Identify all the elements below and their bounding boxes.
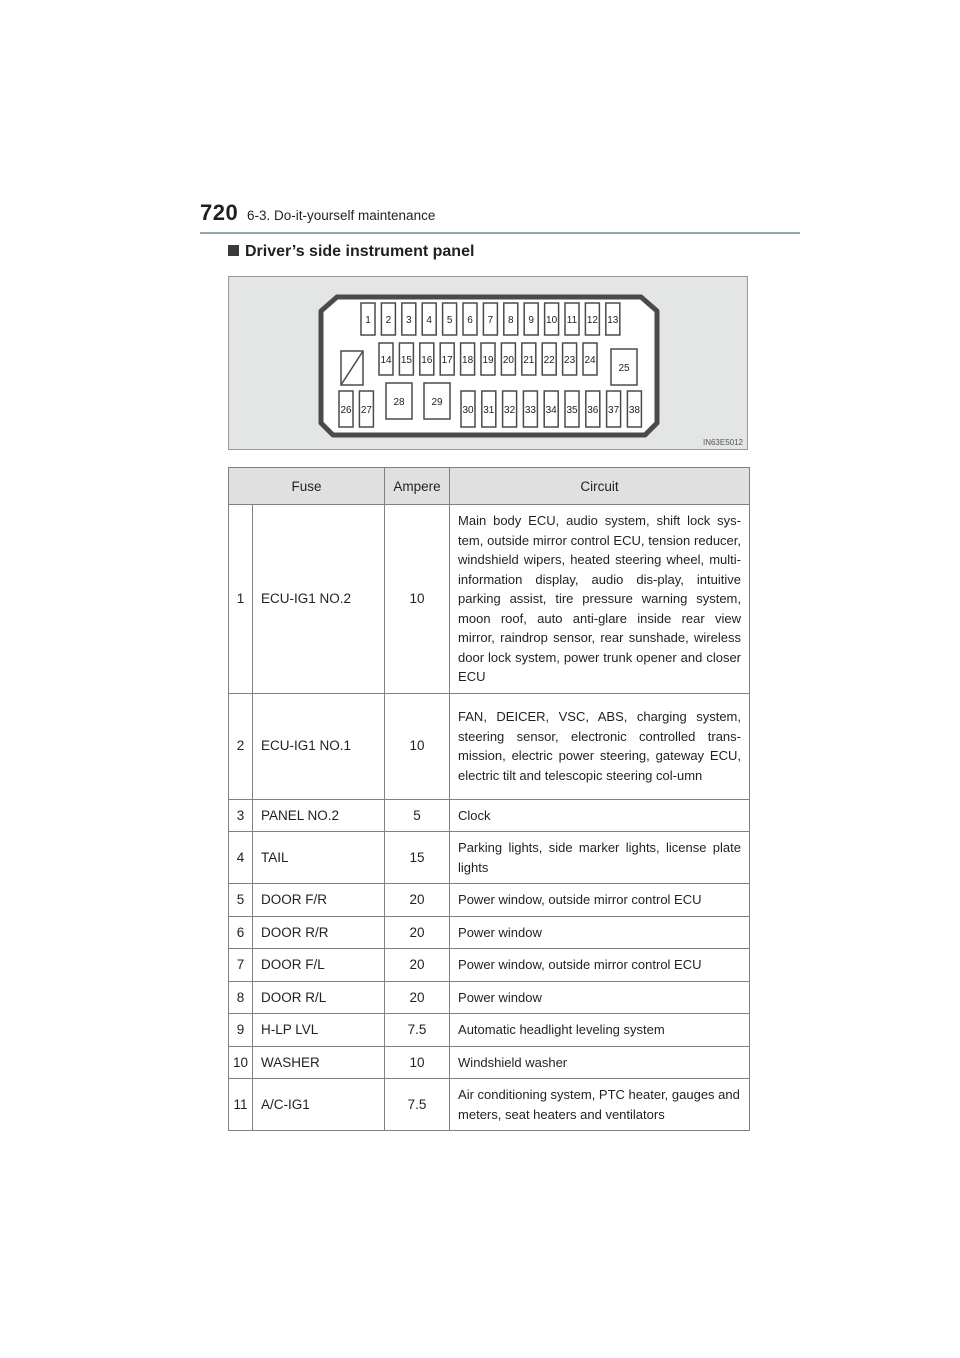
- fuse-box-diagram: [228, 276, 748, 450]
- fuse-label: 15: [400, 355, 412, 366]
- fuse-name: ECU-IG1 NO.1: [253, 693, 385, 799]
- table-row: [229, 1014, 750, 1047]
- fuse-label: 1: [365, 315, 371, 326]
- fuse-slot: [501, 343, 515, 375]
- fuse-slot: [386, 383, 412, 419]
- fuse-slot: [422, 303, 436, 335]
- fuse-label: 30: [462, 405, 474, 416]
- fuse-label: 31: [483, 405, 495, 416]
- fuse-label: 20: [502, 355, 514, 366]
- fuse-number: 1: [229, 505, 253, 694]
- fuse-label: 6: [467, 315, 473, 326]
- fuse-label: 27: [360, 405, 372, 416]
- fuse-circuit: Power window, outside mirror control ECU: [450, 949, 750, 982]
- fuse-slot: [542, 343, 556, 375]
- fuse-label: 34: [545, 405, 557, 416]
- fuse-ampere: 10: [385, 505, 450, 694]
- fuse-label: 33: [524, 405, 536, 416]
- fuse-slot: [481, 343, 495, 375]
- fuse-label: 22: [543, 355, 555, 366]
- table-row: [229, 1046, 750, 1079]
- fuse-ampere: 20: [385, 916, 450, 949]
- table-row: [229, 949, 750, 982]
- fuse-name: H-LP LVL: [253, 1014, 385, 1047]
- fuse-label: 36: [587, 405, 599, 416]
- fuse-name: A/C-IG1: [253, 1079, 385, 1131]
- fuse-circuit: Automatic headlight leveling system: [450, 1014, 750, 1047]
- fuse-label: 12: [586, 315, 598, 326]
- fuse-label: 5: [446, 315, 453, 326]
- header-divider: [200, 232, 800, 234]
- fuse-label: 23: [564, 355, 576, 366]
- fuse-ampere: 15: [385, 832, 450, 884]
- fuse-label: 4: [426, 315, 432, 326]
- fuse-slot: [565, 303, 579, 335]
- table-row: [229, 505, 750, 694]
- fuse-label: 17: [441, 355, 453, 366]
- fuse-slot: [443, 303, 457, 335]
- fuse-circuit: Power window: [450, 916, 750, 949]
- fuse-number: 5: [229, 884, 253, 917]
- fuse-ampere: 20: [385, 949, 450, 982]
- table-row: [229, 981, 750, 1014]
- fuse-label: 19: [482, 355, 494, 366]
- fuse-slot: [379, 343, 393, 375]
- fuse-label: 13: [607, 315, 619, 326]
- col-circuit: Circuit: [450, 468, 750, 505]
- fuse-name: DOOR F/L: [253, 949, 385, 982]
- fuse-circuit: Windshield washer: [450, 1046, 750, 1079]
- fuse-number: 6: [229, 916, 253, 949]
- fuse-name: PANEL NO.2: [253, 799, 385, 832]
- fuse-label: 11: [566, 315, 578, 326]
- fuse-label: 28: [393, 397, 405, 408]
- fuse-number: 2: [229, 693, 253, 799]
- fuse-number: 4: [229, 832, 253, 884]
- fuse-name: WASHER: [253, 1046, 385, 1079]
- fuse-slot: [585, 303, 599, 335]
- fuse-slot: [583, 343, 597, 375]
- fuse-label: 9: [528, 315, 534, 326]
- fuse-name: DOOR R/R: [253, 916, 385, 949]
- fuse-circuit: Power window: [450, 981, 750, 1014]
- fuse-number: 8: [229, 981, 253, 1014]
- fuse-slot: [339, 391, 353, 427]
- fuse-slot: [503, 391, 517, 427]
- fuse-slot: [544, 391, 558, 427]
- table-row: [229, 1079, 750, 1131]
- fuse-label: 38: [628, 405, 640, 416]
- section-title: 6-3. Do-it-yourself maintenance: [247, 208, 436, 223]
- fuse-circuit: FAN, DEICER, VSC, ABS, charging system, steering sensor, electronic controlled trans-mission, electric power steering, gateway ECU, electric tilt and telescopic steering col-umn: [450, 693, 750, 799]
- fuse-label: 7: [487, 315, 494, 326]
- col-fuse: Fuse: [229, 468, 385, 505]
- fuse-circuit: Main body ECU, audio system, shift lock sys-tem, outside mirror control ECU, tension reducer, windshield wipers, heated steering wheel, multi-information display, audio dis-play, intuitive parking assist, tire pressure warning system, moon roof, auto anti-glare inside rear view mirror, raindrop sensor, rear sunshade, wireless door lock system, power trunk opener and closer ECU: [450, 505, 750, 694]
- subheading: [228, 243, 474, 261]
- fuse-slot: [524, 303, 538, 335]
- fuse-name: DOOR F/R: [253, 884, 385, 917]
- fuse-circuit: Parking lights, side marker lights, license plate lights: [450, 832, 750, 884]
- fuse-slot: [565, 391, 579, 427]
- fuse-label: 10: [546, 315, 558, 326]
- fuse-ampere: 5: [385, 799, 450, 832]
- fuse-slot: [461, 343, 475, 375]
- fuse-ampere: 10: [385, 693, 450, 799]
- fuse-slot: [483, 303, 497, 335]
- fuse-slot: [627, 391, 641, 427]
- fuse-circuit: Clock: [450, 799, 750, 832]
- fuse-label: 21: [523, 355, 535, 366]
- fuse-number: 10: [229, 1046, 253, 1079]
- fuse-slot: [359, 391, 373, 427]
- relay-slot: [341, 351, 363, 385]
- fuse-slot: [440, 343, 454, 375]
- fuse-name: DOOR R/L: [253, 981, 385, 1014]
- fuse-ampere: 7.5: [385, 1014, 450, 1047]
- fuse-slot: [545, 303, 559, 335]
- fuse-label: 2: [385, 315, 392, 326]
- fuse-slot: [482, 391, 496, 427]
- fuse-label: 18: [462, 355, 474, 366]
- fuse-label: 32: [504, 405, 516, 416]
- table-row: [229, 693, 750, 799]
- fuse-label: 37: [608, 405, 620, 416]
- fuse-box-svg: [229, 277, 749, 451]
- fuse-ampere: 20: [385, 884, 450, 917]
- fuse-slot: [402, 303, 416, 335]
- fuse-label: 16: [421, 355, 433, 366]
- fuse-number: 11: [229, 1079, 253, 1131]
- fuse-ampere: 7.5: [385, 1079, 450, 1131]
- fuse-slot: [361, 303, 375, 335]
- figure-code: IN63E5012: [702, 438, 743, 447]
- fuse-slot: [381, 303, 395, 335]
- table-row: [229, 884, 750, 917]
- fuse-label: 35: [566, 405, 578, 416]
- fuse-slot: [586, 391, 600, 427]
- fuse-slot: [611, 349, 637, 385]
- square-bullet-icon: [228, 245, 239, 256]
- fuse-slot: [463, 303, 477, 335]
- fuse-label: 26: [340, 405, 352, 416]
- fuse-circuit: Air conditioning system, PTC heater, gauges and meters, seat heaters and ventilators: [450, 1079, 750, 1131]
- fuse-slot: [399, 343, 413, 375]
- fuse-slot: [504, 303, 518, 335]
- fuse-label: 14: [380, 355, 392, 366]
- page-number: 720: [200, 200, 239, 225]
- fuse-label: 25: [618, 363, 630, 374]
- fuse-slot: [523, 391, 537, 427]
- fuse-name: ECU-IG1 NO.2: [253, 505, 385, 694]
- col-ampere: Ampere: [385, 468, 450, 505]
- fuse-label: 29: [431, 397, 443, 408]
- fuse-slot: [563, 343, 577, 375]
- fuse-ampere: 20: [385, 981, 450, 1014]
- fuse-slot: [424, 383, 450, 419]
- fuse-number: 9: [229, 1014, 253, 1047]
- fuse-slot: [461, 391, 475, 427]
- fuse-slot: [522, 343, 536, 375]
- table-row: [229, 916, 750, 949]
- fuse-ampere: 10: [385, 1046, 450, 1079]
- fuse-circuit: Power window, outside mirror control ECU: [450, 884, 750, 917]
- fuse-number: 3: [229, 799, 253, 832]
- table-header-row: [229, 468, 750, 505]
- fuse-table: [228, 467, 750, 1131]
- fuse-label: 3: [406, 315, 412, 326]
- table-row: [229, 799, 750, 832]
- fuse-label: 24: [584, 355, 596, 366]
- fuse-number: 7: [229, 949, 253, 982]
- subheading-text: Driver’s side instrument panel: [245, 243, 475, 260]
- fuse-slot: [607, 391, 621, 427]
- fuse-label: 8: [508, 315, 514, 326]
- fuse-slot: [420, 343, 434, 375]
- fuse-name: TAIL: [253, 832, 385, 884]
- fuse-slot: [606, 303, 620, 335]
- table-row: [229, 832, 750, 884]
